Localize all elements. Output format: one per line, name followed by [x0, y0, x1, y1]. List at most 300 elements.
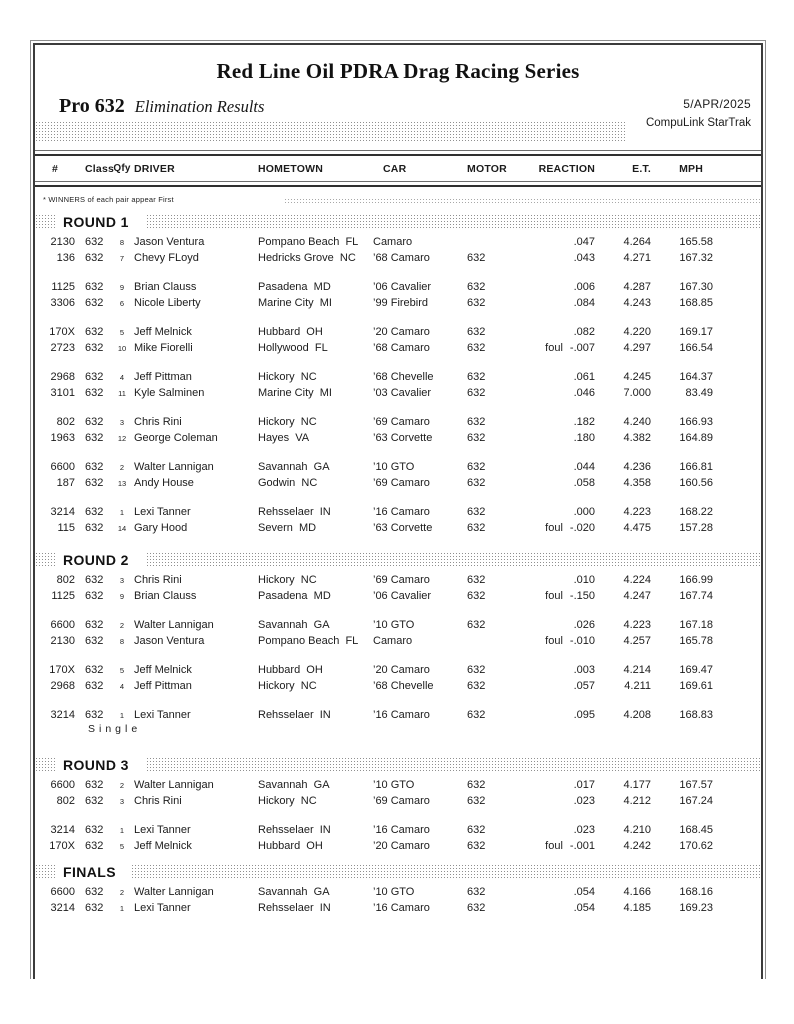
cell-mph: 169.23	[679, 902, 713, 914]
cell-et: 4.271	[623, 252, 651, 264]
cell-class: 632	[85, 461, 104, 473]
cell-reaction	[507, 824, 595, 836]
reaction-value: .061	[573, 371, 595, 383]
reaction-value: .180	[573, 432, 595, 444]
cell-et: 7.000	[623, 387, 651, 399]
reaction-value: .017	[573, 779, 595, 791]
series-title: Red Line Oil PDRA Drag Racing Series	[216, 59, 580, 83]
cell-number: 2130	[50, 635, 75, 647]
cell-class: 632	[85, 635, 104, 647]
cell-hometown: Hubbard OH	[258, 840, 323, 852]
cell-mph: 166.54	[679, 342, 713, 354]
cell-car: ’68 Camaro	[373, 252, 430, 264]
col-header-hometown: HOMETOWN	[258, 162, 323, 175]
result-row	[35, 459, 761, 475]
cell-class: 632	[85, 477, 104, 489]
cell-number: 170X	[49, 840, 75, 852]
cell-qualifier: 9	[119, 282, 125, 292]
reaction-value: .026	[573, 619, 595, 631]
cell-qualifier: 1	[119, 825, 125, 835]
cell-et: 4.245	[623, 371, 651, 383]
cell-hometown: Hedricks Grove NC	[258, 252, 356, 264]
class-name: Pro 632	[59, 95, 125, 117]
cell-motor: 632	[467, 795, 486, 807]
cell-class: 632	[85, 326, 104, 338]
cell-hometown: Savannah GA	[258, 619, 330, 631]
result-row	[35, 295, 761, 311]
cell-hometown: Hickory NC	[258, 680, 317, 692]
round-label: ROUND 1	[55, 213, 145, 231]
cell-qualifier: 14	[117, 523, 127, 533]
cell-driver: Andy House	[134, 477, 194, 489]
cell-driver: Jason Ventura	[134, 635, 205, 647]
cell-hometown: Savannah GA	[258, 886, 330, 898]
result-row	[35, 793, 761, 809]
cell-reaction	[507, 664, 595, 676]
page-border	[33, 43, 763, 979]
cell-number: 115	[57, 522, 75, 534]
cell-motor: 632	[467, 326, 486, 338]
cell-hometown: Marine City MI	[258, 297, 332, 309]
cell-number: 3214	[50, 709, 75, 721]
cell-car: ’10 GTO	[373, 779, 415, 791]
cell-driver: Gary Hood	[134, 522, 188, 534]
cell-mph: 157.28	[679, 522, 713, 534]
cell-reaction	[507, 795, 595, 807]
col-header-mph: MPH	[679, 162, 703, 175]
cell-reaction	[507, 432, 595, 444]
cell-mph: 167.18	[679, 619, 713, 631]
result-row	[35, 504, 761, 520]
cell-class: 632	[85, 824, 104, 836]
cell-number: 6600	[50, 886, 75, 898]
cell-motor: 632	[467, 590, 486, 602]
cell-et: 4.297	[623, 342, 651, 354]
cell-motor: 632	[467, 664, 486, 676]
cell-reaction	[507, 371, 595, 383]
cell-driver: Walter Lannigan	[134, 886, 214, 898]
cell-hometown: Hollywood FL	[258, 342, 328, 354]
pair-group	[35, 504, 761, 536]
cell-qualifier: 8	[119, 636, 125, 646]
cell-number: 3214	[50, 506, 75, 518]
cell-hometown: Pasadena MD	[258, 590, 331, 602]
cell-mph: 169.61	[679, 680, 713, 692]
reaction-value: .000	[573, 506, 595, 518]
cell-class: 632	[85, 522, 104, 534]
cell-reaction	[507, 506, 595, 518]
cell-class: 632	[85, 795, 104, 807]
cell-driver: Jeff Pittman	[134, 371, 192, 383]
cell-motor: 632	[467, 477, 486, 489]
cell-et: 4.185	[623, 902, 651, 914]
cell-mph: 164.37	[679, 371, 713, 383]
cell-driver: Lexi Tanner	[134, 902, 191, 914]
cell-car: ’69 Camaro	[373, 795, 430, 807]
cell-hometown: Hickory NC	[258, 795, 317, 807]
cell-car: Camaro	[373, 635, 413, 647]
result-row	[35, 369, 761, 385]
report-header	[35, 45, 761, 144]
cell-qualifier: 3	[119, 417, 125, 427]
cell-et: 4.166	[623, 886, 651, 898]
cell-car: ’10 GTO	[373, 886, 415, 898]
result-row	[35, 900, 761, 916]
result-row	[35, 430, 761, 446]
cell-class: 632	[85, 574, 104, 586]
cell-hometown: Pompano Beach FL	[258, 236, 359, 248]
cell-car: ’69 Camaro	[373, 416, 430, 428]
report-type: Elimination Results	[134, 97, 265, 116]
column-header-row	[35, 156, 761, 181]
cell-number: 2723	[50, 342, 75, 354]
cell-motor: 632	[467, 886, 486, 898]
cell-car: ’99 Firebird	[373, 297, 429, 309]
cell-motor: 632	[467, 416, 486, 428]
cell-motor: 632	[467, 522, 486, 534]
reaction-value: .044	[573, 461, 595, 473]
cell-et: 4.287	[623, 281, 651, 293]
round-header-band	[35, 757, 761, 773]
cell-et: 4.240	[623, 416, 651, 428]
cell-mph: 169.47	[679, 664, 713, 676]
round-header-band	[35, 214, 761, 230]
cell-class: 632	[85, 779, 104, 791]
cell-number: 170X	[49, 326, 75, 338]
cell-class: 632	[85, 416, 104, 428]
cell-driver: Walter Lannigan	[134, 779, 214, 791]
cell-class: 632	[85, 506, 104, 518]
cell-qualifier: 2	[119, 780, 125, 790]
cell-reaction	[507, 297, 595, 309]
winners-footnote: * WINNERS of each pair appear First	[43, 195, 174, 204]
cell-motor: 632	[467, 342, 486, 354]
cell-hometown: Godwin NC	[258, 477, 318, 489]
cell-driver: Chris Rini	[134, 416, 182, 428]
cell-motor: 632	[467, 371, 486, 383]
cell-driver: Jeff Melnick	[134, 664, 192, 676]
col-header-driver: DRIVER	[134, 162, 175, 175]
rule-below-headers	[35, 181, 761, 187]
col-header-number: #	[51, 162, 59, 175]
cell-number: 6600	[50, 619, 75, 631]
cell-qualifier: 13	[117, 478, 127, 488]
pair-group	[35, 884, 761, 916]
cell-mph: 168.85	[679, 297, 713, 309]
cell-class: 632	[85, 664, 104, 676]
dotted-strip	[284, 198, 761, 203]
cell-qualifier: 4	[119, 372, 125, 382]
cell-et: 4.212	[623, 795, 651, 807]
result-row	[35, 250, 761, 266]
cell-et: 4.382	[623, 432, 651, 444]
round-rows	[35, 234, 761, 536]
cell-reaction	[507, 236, 595, 248]
cell-qualifier: 5	[119, 327, 125, 337]
cell-mph: 170.62	[679, 840, 713, 852]
col-header-motor: MOTOR	[467, 162, 507, 175]
scanned-page	[30, 40, 766, 979]
round-rows	[35, 884, 761, 916]
cell-hometown: Hickory NC	[258, 371, 317, 383]
reaction-value: .003	[573, 664, 595, 676]
pair-group	[35, 279, 761, 311]
result-row	[35, 617, 761, 633]
cell-car: ’69 Camaro	[373, 574, 430, 586]
cell-et: 4.220	[623, 326, 651, 338]
cell-et: 4.177	[623, 779, 651, 791]
cell-qualifier: 4	[119, 681, 125, 691]
cell-reaction	[507, 461, 595, 473]
result-row	[35, 588, 761, 604]
cell-qualifier: 8	[119, 237, 125, 247]
cell-hometown: Hubbard OH	[258, 326, 323, 338]
result-row	[35, 279, 761, 295]
round-section	[35, 864, 761, 916]
cell-mph: 166.99	[679, 574, 713, 586]
round-section	[35, 757, 761, 854]
cell-car: ’63 Corvette	[373, 432, 433, 444]
foul-label: foul	[545, 840, 563, 852]
col-header-class: Class	[85, 162, 115, 175]
cell-driver: Brian Clauss	[134, 281, 197, 293]
cell-qualifier: 6	[119, 298, 125, 308]
cell-reaction	[507, 635, 595, 647]
cell-driver: Lexi Tanner	[134, 506, 191, 518]
cell-number: 187	[56, 477, 75, 489]
pair-group	[35, 414, 761, 446]
cell-motor: 632	[467, 680, 486, 692]
cell-number: 802	[56, 574, 75, 586]
cell-mph: 168.83	[679, 709, 713, 721]
result-row	[35, 678, 761, 694]
reaction-value: .095	[573, 709, 595, 721]
cell-motor: 632	[467, 387, 486, 399]
cell-hometown: Hickory NC	[258, 416, 317, 428]
cell-car: ’16 Camaro	[373, 902, 430, 914]
round-label: FINALS	[55, 863, 132, 881]
cell-car: ’16 Camaro	[373, 506, 430, 518]
cell-motor: 632	[467, 506, 486, 518]
cell-car: ’68 Chevelle	[373, 680, 434, 692]
cell-class: 632	[85, 590, 104, 602]
cell-motor: 632	[467, 619, 486, 631]
cell-hometown: Savannah GA	[258, 461, 330, 473]
reaction-value: .057	[573, 680, 595, 692]
timing-system: CompuLink StarTrak	[645, 117, 751, 129]
result-row	[35, 520, 761, 536]
result-row	[35, 822, 761, 838]
cell-number: 136	[56, 252, 75, 264]
cell-reaction	[507, 840, 595, 852]
cell-motor: 632	[467, 297, 486, 309]
cell-mph: 167.32	[679, 252, 713, 264]
result-row	[35, 385, 761, 401]
foul-label: foul	[545, 522, 563, 534]
cell-class: 632	[85, 342, 104, 354]
cell-car: ’63 Corvette	[373, 522, 433, 534]
round-label: ROUND 2	[55, 551, 145, 569]
cell-et: 4.243	[623, 297, 651, 309]
cell-car: ’20 Camaro	[373, 664, 430, 676]
cell-reaction	[507, 574, 595, 586]
col-header-et: E.T.	[632, 162, 651, 175]
cell-et: 4.223	[623, 619, 651, 631]
reaction-value: -.010	[569, 635, 595, 647]
reaction-value: .084	[573, 297, 595, 309]
cell-driver: Walter Lannigan	[134, 461, 214, 473]
round-label: ROUND 3	[55, 756, 145, 774]
cell-et: 4.358	[623, 477, 651, 489]
cell-car: ’10 GTO	[373, 619, 415, 631]
cell-reaction	[507, 387, 595, 399]
cell-qualifier: 1	[119, 507, 125, 517]
result-row	[35, 838, 761, 854]
cell-class: 632	[85, 886, 104, 898]
cell-reaction	[507, 590, 595, 602]
cell-number: 1125	[51, 590, 75, 602]
cell-et: 4.242	[623, 840, 651, 852]
result-row	[35, 340, 761, 356]
cell-reaction	[507, 619, 595, 631]
cell-motor: 632	[467, 574, 486, 586]
cell-driver: Walter Lannigan	[134, 619, 214, 631]
cell-class: 632	[85, 432, 104, 444]
reaction-value: .043	[573, 252, 595, 264]
cell-number: 6600	[50, 461, 75, 473]
cell-qualifier: 10	[117, 343, 127, 353]
foul-label: foul	[545, 342, 563, 354]
cell-et: 4.264	[623, 236, 651, 248]
results-body	[35, 214, 761, 916]
reaction-value: -.001	[569, 840, 595, 852]
cell-car: ’06 Cavalier	[373, 590, 432, 602]
cell-number: 170X	[49, 664, 75, 676]
reaction-value: .023	[573, 795, 595, 807]
cell-mph: 165.78	[679, 635, 713, 647]
round-section	[35, 214, 761, 536]
cell-class: 632	[85, 902, 104, 914]
cell-et: 4.247	[623, 590, 651, 602]
cell-reaction	[507, 281, 595, 293]
pair-group	[35, 324, 761, 356]
cell-reaction	[507, 709, 595, 721]
cell-et: 4.224	[623, 574, 651, 586]
result-row	[35, 234, 761, 250]
cell-qualifier: 2	[119, 620, 125, 630]
cell-number: 2130	[50, 236, 75, 248]
cell-qualifier: 1	[119, 903, 125, 913]
cell-qualifier: 12	[117, 433, 127, 443]
cell-number: 2968	[50, 371, 75, 383]
cell-et: 4.211	[624, 680, 651, 692]
event-date: 5/APR/2025	[683, 97, 751, 111]
cell-mph: 168.22	[679, 506, 713, 518]
cell-qualifier: 5	[119, 665, 125, 675]
cell-mph: 166.81	[679, 461, 713, 473]
cell-mph: 166.93	[679, 416, 713, 428]
result-row	[35, 662, 761, 678]
cell-reaction	[507, 680, 595, 692]
cell-reaction	[507, 252, 595, 264]
cell-driver: Jeff Melnick	[134, 840, 192, 852]
cell-hometown: Hickory NC	[258, 574, 317, 586]
cell-car: ’68 Chevelle	[373, 371, 434, 383]
cell-class: 632	[85, 371, 104, 383]
pair-group	[35, 459, 761, 491]
reaction-value: -.150	[569, 590, 595, 602]
cell-driver: Lexi Tanner	[134, 824, 191, 836]
cell-qualifier: 3	[119, 575, 125, 585]
cell-driver: Jeff Pittman	[134, 680, 192, 692]
pair-group	[35, 662, 761, 694]
halftone-band	[35, 121, 625, 141]
round-rows	[35, 572, 761, 739]
cell-hometown: Rehsselaer IN	[258, 506, 331, 518]
cell-car: ’16 Camaro	[373, 709, 430, 721]
cell-mph: 167.57	[679, 779, 713, 791]
cell-driver: Chevy FLoyd	[134, 252, 199, 264]
cell-hometown: Pasadena MD	[258, 281, 331, 293]
cell-qualifier: 7	[119, 253, 125, 263]
cell-reaction	[507, 779, 595, 791]
cell-number: 802	[56, 795, 75, 807]
cell-number: 3101	[50, 387, 75, 399]
cell-mph: 169.17	[679, 326, 713, 338]
col-header-reaction: REACTION	[538, 162, 595, 175]
single-bye-note: Single	[88, 723, 142, 735]
cell-motor: 632	[467, 252, 486, 264]
pair-group	[35, 707, 761, 739]
result-row	[35, 324, 761, 340]
cell-qualifier: 2	[119, 462, 125, 472]
cell-car: ’69 Camaro	[373, 477, 430, 489]
cell-number: 2968	[50, 680, 75, 692]
col-header-car: CAR	[383, 162, 407, 175]
cell-reaction	[507, 522, 595, 534]
cell-class: 632	[85, 619, 104, 631]
cell-car: ’06 Cavalier	[373, 281, 432, 293]
cell-hometown: Pompano Beach FL	[258, 635, 359, 647]
cell-driver: Chris Rini	[134, 574, 182, 586]
cell-mph: 168.16	[679, 886, 713, 898]
cell-reaction	[507, 477, 595, 489]
cell-number: 6600	[50, 779, 75, 791]
cell-et: 4.210	[623, 824, 651, 836]
reaction-value: .054	[573, 886, 595, 898]
result-row	[35, 707, 761, 723]
cell-motor: 632	[467, 779, 486, 791]
cell-reaction	[507, 886, 595, 898]
pair-group	[35, 572, 761, 604]
reaction-value: .006	[573, 281, 595, 293]
cell-mph: 164.89	[679, 432, 713, 444]
cell-driver: George Coleman	[134, 432, 218, 444]
cell-qualifier: 5	[119, 841, 125, 851]
cell-hometown: Rehsselaer IN	[258, 902, 331, 914]
page-content	[35, 45, 761, 916]
cell-hometown: Marine City MI	[258, 387, 332, 399]
reaction-value: .010	[573, 574, 595, 586]
class-line	[59, 95, 264, 118]
reaction-value: .023	[573, 824, 595, 836]
cell-driver: Jeff Melnick	[134, 326, 192, 338]
pair-group	[35, 617, 761, 649]
cell-motor: 632	[467, 840, 486, 852]
result-row	[35, 884, 761, 900]
cell-et: 4.475	[623, 522, 651, 534]
cell-qualifier: 1	[119, 710, 125, 720]
